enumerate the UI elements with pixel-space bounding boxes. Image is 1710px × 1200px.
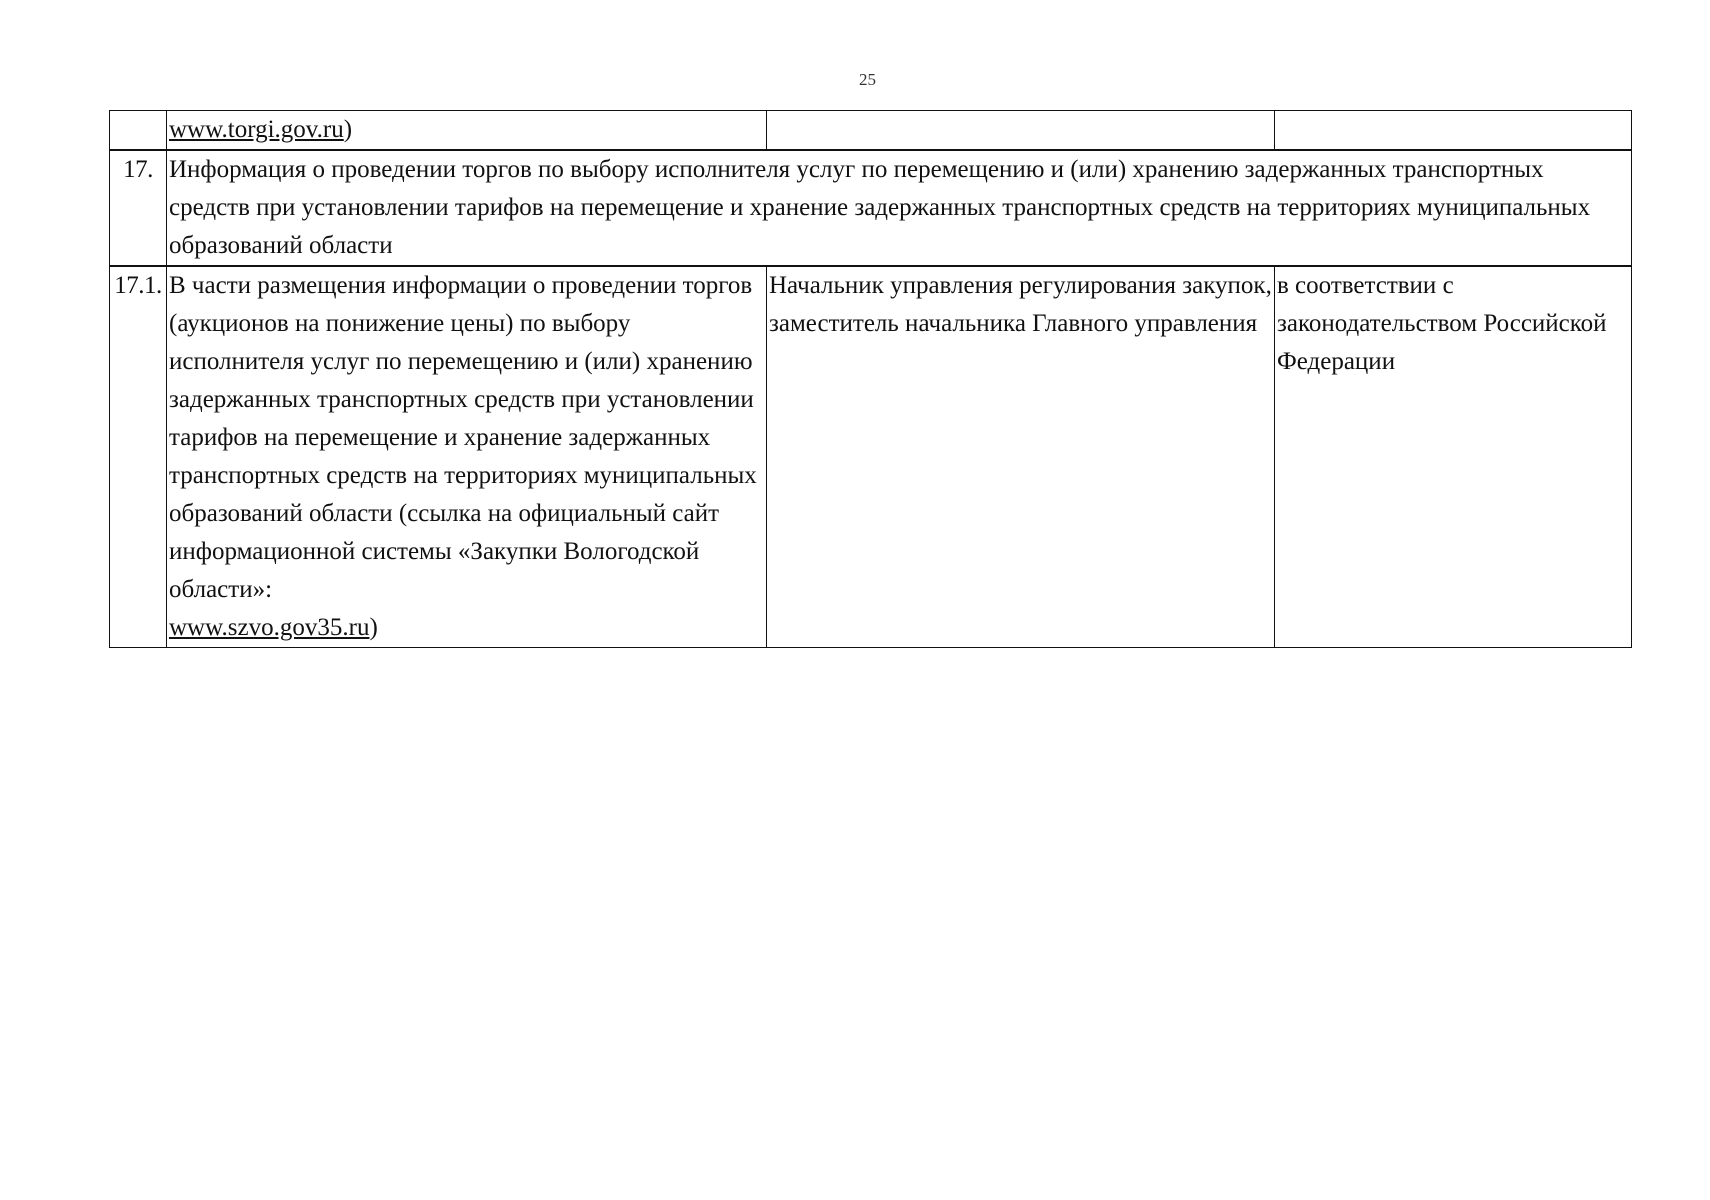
row-number-cell bbox=[110, 111, 167, 151]
responsible-cell bbox=[767, 111, 1275, 151]
table-row-section bbox=[110, 150, 1632, 266]
link-tail: ) bbox=[343, 116, 353, 143]
table-row-continuation bbox=[110, 111, 1632, 151]
torgi-link[interactable]: www.torgi.gov.ru bbox=[169, 116, 344, 143]
item-responsible: Начальник управления регулирования закупок, заместитель начальника Главного управления bbox=[767, 266, 1275, 648]
term-cell bbox=[1275, 111, 1632, 151]
item-description: В части размещения информации о проведении торгов (аукционов на понижение цены) по выбору исполнителя услуг по перемещению и (или) хранению задержанных транспортных средств при установлении тарифов на перемещение и хранение задержанных транспортных средств на территориях муниципальных образований области (ссылка на официальный сайт информационной системы «Закупки Вологодской области»: bbox=[169, 272, 757, 603]
section-number: 17. bbox=[110, 150, 167, 266]
page-number: 25 bbox=[859, 70, 876, 89]
description-cell bbox=[167, 111, 767, 151]
document-table bbox=[109, 110, 1632, 648]
table-row-item bbox=[110, 266, 1632, 648]
item-description-cell bbox=[167, 266, 767, 648]
item-link-tail: ) bbox=[369, 614, 378, 641]
szvo-link[interactable]: www.szvo.gov35.ru bbox=[169, 614, 370, 641]
item-term: в соответствии с законодательством Российской Федерации bbox=[1275, 266, 1632, 648]
section-title: Информация о проведении торгов по выбору исполнителя услуг по перемещению и (или) хранению задержанных транспортных средств при установлении тарифов на перемещение и хранение задержанных транспортных средств на территориях муниципальных образований области bbox=[167, 150, 1632, 266]
item-number: 17.1. bbox=[110, 266, 167, 648]
